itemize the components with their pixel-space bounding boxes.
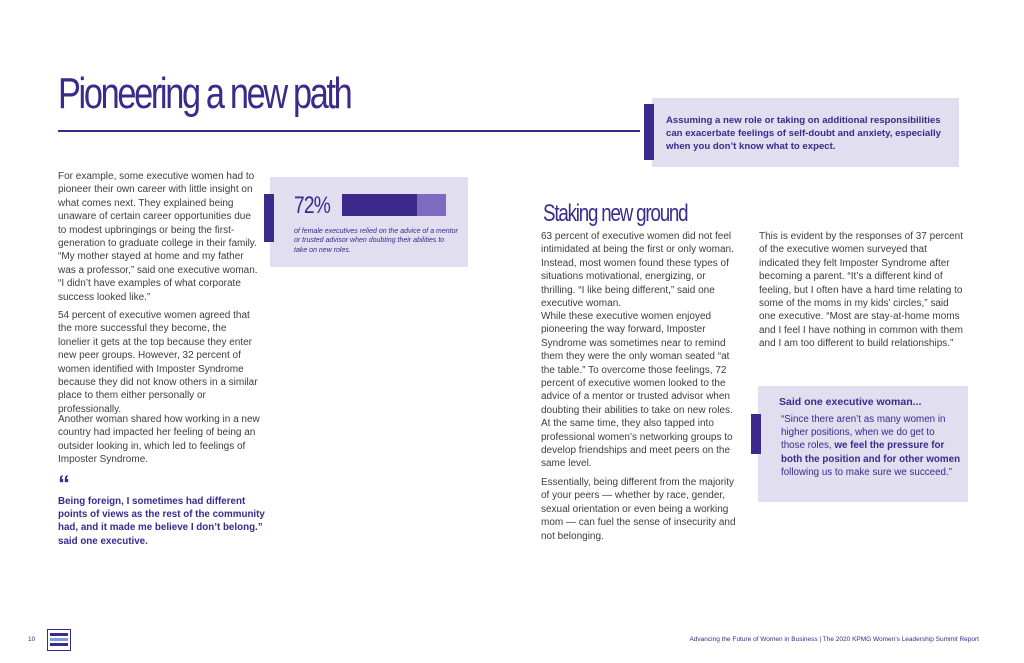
column2-para-2: While these executive women enjoyed pioneering the way forward, Imposter Syndrome was sometimes near to remind them they were the only woman seated “at the table.” To overcome those feelings, 72 percent of executive women looked to the advice of a mentor or trusted advisor when doubting their abilities to take on new roles. At the same time, they also tapped into professional women’s networking groups to develop friendships and meet peers on the same level. — [541, 311, 733, 470]
column2-para-3: Essentially, being different from the majority of your peers — whether by race, gender, sexual orientation or even being a working mom — can fuel the sense of insecurity and not belonging. — [541, 477, 736, 542]
column1-para-2: 54 percent of executive women agreed that the more successful they become, the lonelier it gets at the top because they enter new peer groups. However, 32 percent of women identified with Imposter Syndrome because they did not know others in a similar place to them either personally or professionally. — [58, 310, 258, 415]
section-heading: Staking new ground — [543, 200, 688, 227]
quote-box-text-1: “Since there aren’t as many women in higher positions, when we do get to those roles, — [781, 414, 946, 452]
footer-text: Advancing the Future of Women in Business | The 2020 KPMG Women’s Leadership Summit Report — [689, 636, 979, 643]
column2-para-1: 63 percent of executive women did not feel intimidated at being the first or only woman. Instead, most women found these types of situations motivational, energizing, or thrilling. “I like being different,” said one executive woman. — [541, 231, 734, 310]
page-number: 10 — [28, 636, 36, 643]
summit-logo-icon — [47, 629, 71, 651]
callout-text: Assuming a new role or taking on additional responsibilities can exacerbate feelings of self-doubt and anxiety, especially when you don’t know what to expect. — [666, 115, 941, 153]
quote-mark: “ — [58, 471, 70, 498]
page-title: Pioneering a new path — [58, 69, 351, 118]
quote-box-text-2: following us to make sure we succeed.” — [781, 466, 952, 478]
column1-para-3: Another woman shared how working in a new country had impacted her feeling of being an outsider looking in, which led to feelings of Imposter Syndrome. — [58, 414, 260, 466]
column1-para-1: For example, some executive women had to pioneer their own career with little insight on what comes next. They explained being unaware of certain career opportunities due to modest upbringings or being the first-generation to graduate college in their family. “My mother stayed at home and my father was a professor,” said one executive woman. “I didn’t have examples of what corporate success looked like.” — [58, 171, 258, 303]
stat-accent-bar — [264, 194, 274, 242]
pull-quote: Being foreign, I sometimes had different points of views as the rest of the community had, and it made me believe I don’t belong.” said one executive. — [58, 496, 265, 547]
title-rule — [58, 130, 640, 132]
callout-accent-bar — [644, 104, 654, 160]
quote-box-text-bold: we feel the pressure for both the position and for other women — [781, 440, 961, 465]
quote-box-accent-bar — [751, 414, 761, 454]
quote-box-text — [781, 413, 961, 479]
column3-para-1: This is evident by the responses of 37 percent of the executive women surveyed that indicated they felt Imposter Syndrome after becoming a parent. “It’s a different kind of feeling, but I often have a hard time relating to some of the moms in my kids’ circles,” said one executive. “Most are stay-at-home moms and I feel I have nothing in common with them and I am too different to build relationships.” — [759, 231, 964, 350]
stat-value: 72% — [294, 192, 331, 219]
stat-progress-fill — [342, 194, 417, 216]
stat-caption: of female executives relied on the advice of a mentor or trusted advisor when doubting their abilities to take on new roles. — [294, 228, 458, 254]
quote-box-title: Said one executive woman... — [779, 396, 922, 408]
